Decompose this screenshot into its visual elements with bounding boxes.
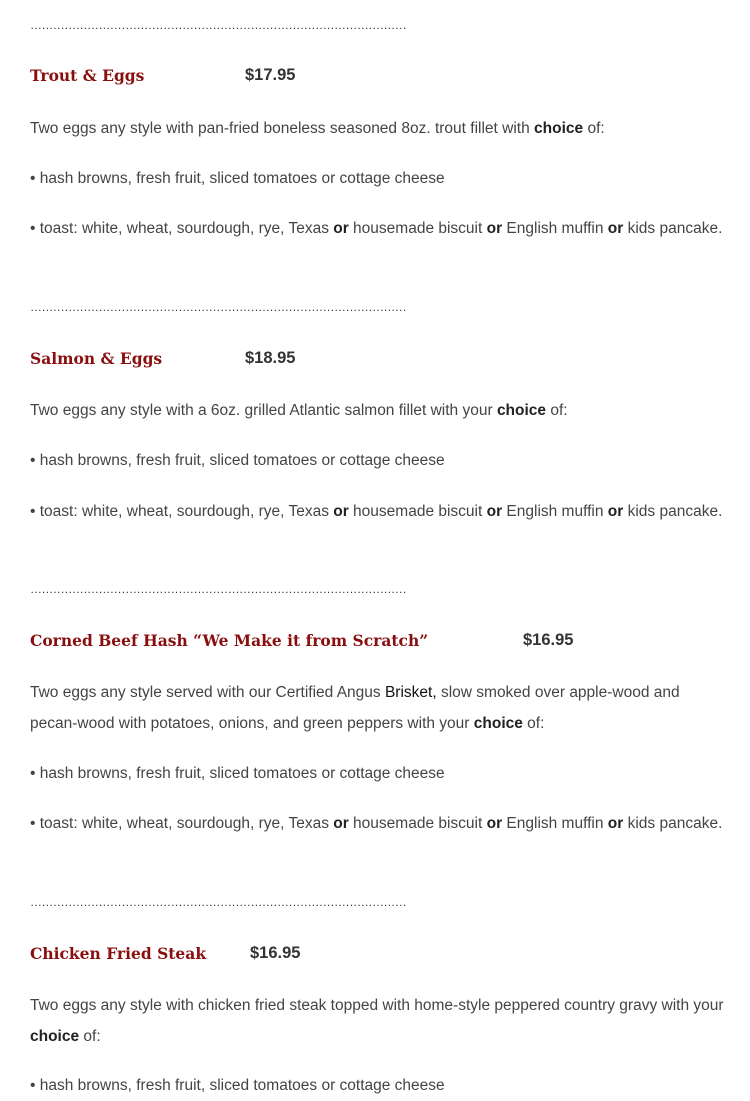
sides-option-line: • hash browns, fresh fruit, sliced tomatoes or cottage cheese [30, 1077, 445, 1094]
sides-option-line: • hash browns, fresh fruit, sliced tomatoes or cottage cheese [30, 452, 445, 469]
menu-item-name: Salmon & Eggs [30, 349, 163, 368]
menu-item-name: Chicken Fried Steak [30, 944, 207, 963]
menu-item-title [30, 66, 296, 90]
menu-item-description: Two eggs any style with chicken fried steak topped with home-style peppered country gravy with your choice of: [30, 997, 724, 1045]
menu-item-title [30, 631, 574, 655]
divider: ……………………………………………………………………………………… [30, 300, 407, 314]
menu-item-price: $16.95 [523, 631, 574, 649]
divider: ……………………………………………………………………………………… [30, 895, 407, 909]
menu-item-description: Two eggs any style with a 6oz. grilled Atlantic salmon fillet with your choice of: [30, 402, 568, 419]
sides-option-line: • hash browns, fresh fruit, sliced tomatoes or cottage cheese [30, 765, 445, 782]
menu-item-title [30, 944, 301, 968]
divider: ……………………………………………………………………………………… [30, 582, 407, 596]
toast-option-line: • toast: white, wheat, sourdough, rye, Texas or housemade biscuit or English muffin or kids pancake. [30, 220, 723, 237]
sides-option-line: • hash browns, fresh fruit, sliced tomatoes or cottage cheese [30, 170, 445, 187]
menu-item-description: Two eggs any style served with our Certified Angus Brisket, slow smoked over apple-wood and pecan-wood with potatoes, onions, and green peppers with your choice of: [30, 684, 680, 732]
divider: ……………………………………………………………………………………… [30, 18, 407, 32]
toast-option-line: • toast: white, wheat, sourdough, rye, Texas or housemade biscuit or English muffin or kids pancake. [30, 815, 723, 832]
menu-item-price: $18.95 [245, 349, 296, 367]
menu-item-title [30, 349, 296, 373]
menu-item-price: $16.95 [250, 944, 301, 962]
menu-item-name: Trout & Eggs [30, 66, 145, 85]
toast-option-line: • toast: white, wheat, sourdough, rye, Texas or housemade biscuit or English muffin or kids pancake. [30, 503, 723, 520]
menu-item-price: $17.95 [245, 66, 296, 84]
menu-item-description: Two eggs any style with pan-fried boneless seasoned 8oz. trout fillet with choice of: [30, 120, 605, 137]
menu-item-name: Corned Beef Hash “We Make it from Scratch” [30, 631, 429, 650]
